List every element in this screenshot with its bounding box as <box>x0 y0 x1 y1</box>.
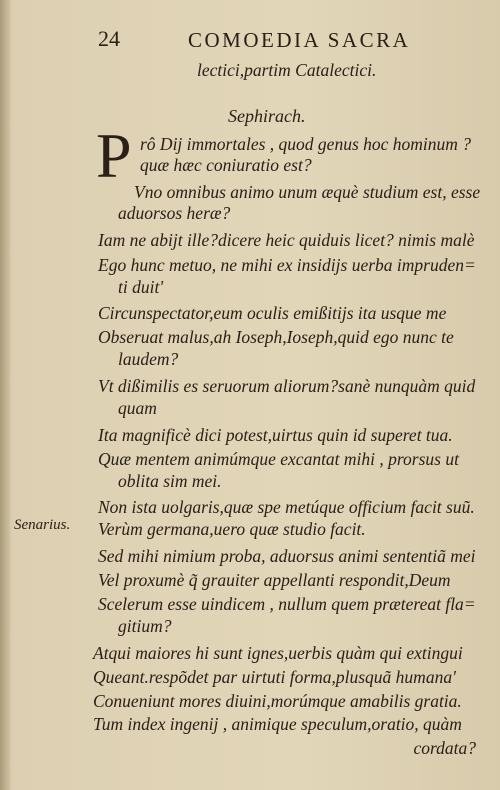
verse-line: Queant.respõdet par uirtuti forma,plusquã humana' <box>93 667 456 687</box>
verse-line: laudem? <box>118 349 179 369</box>
verse-line: Non ista uolgaris,quæ spe metúque officium facit suũ. <box>98 497 475 517</box>
running-title: COMOEDIA SACRA <box>188 28 411 52</box>
verse-line: Conueniunt mores diuini,morúmque amabilis gratia. <box>93 691 462 711</box>
drop-cap: P <box>96 120 132 191</box>
verse-line: ti duit' <box>118 277 164 297</box>
verse-line: rô Dij immortales , quod genus hoc hominum ? <box>140 134 472 154</box>
verse-line: aduorsos heræ? <box>118 203 231 223</box>
page-number: 24 <box>98 26 120 51</box>
verse-line: Obseruat malus,ah Ioseph,Ioseph,quid ego nunc te <box>98 327 454 347</box>
page-header <box>0 24 500 54</box>
binding-gutter <box>0 0 10 790</box>
verse-line: Vel proxumè q̃ grauiter appellanti respondit,Deum <box>98 570 451 590</box>
verse-line: gitium? <box>118 616 172 636</box>
verse-line: Circunspectator,eum oculis emißitijs ita usque me <box>98 303 447 323</box>
verse-line: quæ hæc coniuratio est? <box>140 155 312 175</box>
verse-line: Vt dißimilis es seruorum aliorum?sanè nunquàm quid <box>98 376 476 396</box>
verse-line: Ita magnificè dici potest,uirtus quin id superet tua. <box>98 425 453 445</box>
verse-line: Atqui maiores hi sunt ignes,uerbis quàm qui extingui <box>93 643 463 663</box>
verse-line: Tum index ingenij , animique speculum,oratio, quàm <box>93 714 462 734</box>
verse-line: Sed mihi nimium proba, aduorsus animi sententiã mei <box>98 546 476 566</box>
verse-line: Verùm germana,uero quæ studio facit. <box>98 519 366 539</box>
verse-line: quam <box>118 398 157 418</box>
speaker-name: Sephirach. <box>228 106 306 126</box>
verse-line: Ego hunc metuo, ne mihi ex insidijs uerba impruden= <box>98 255 476 275</box>
margin-note: Senarius. <box>14 517 71 533</box>
verse-line: oblita sim mei. <box>118 471 222 491</box>
verse-line: Vno omnibus animo unum æquè studium est, esse <box>134 182 481 202</box>
subheading: lectici,partim Catalectici. <box>197 60 377 80</box>
verse-line: Quæ mentem animúmque excantat mihi , prorsus ut <box>98 449 459 469</box>
verse-line: Iam ne abijt ille?dicere heic quiduis licet? nimis malè <box>98 230 475 250</box>
verse-line: Scelerum esse uindicem , nullum quem prætereat fla= <box>98 594 476 614</box>
verse-line: cordata? <box>413 738 476 758</box>
